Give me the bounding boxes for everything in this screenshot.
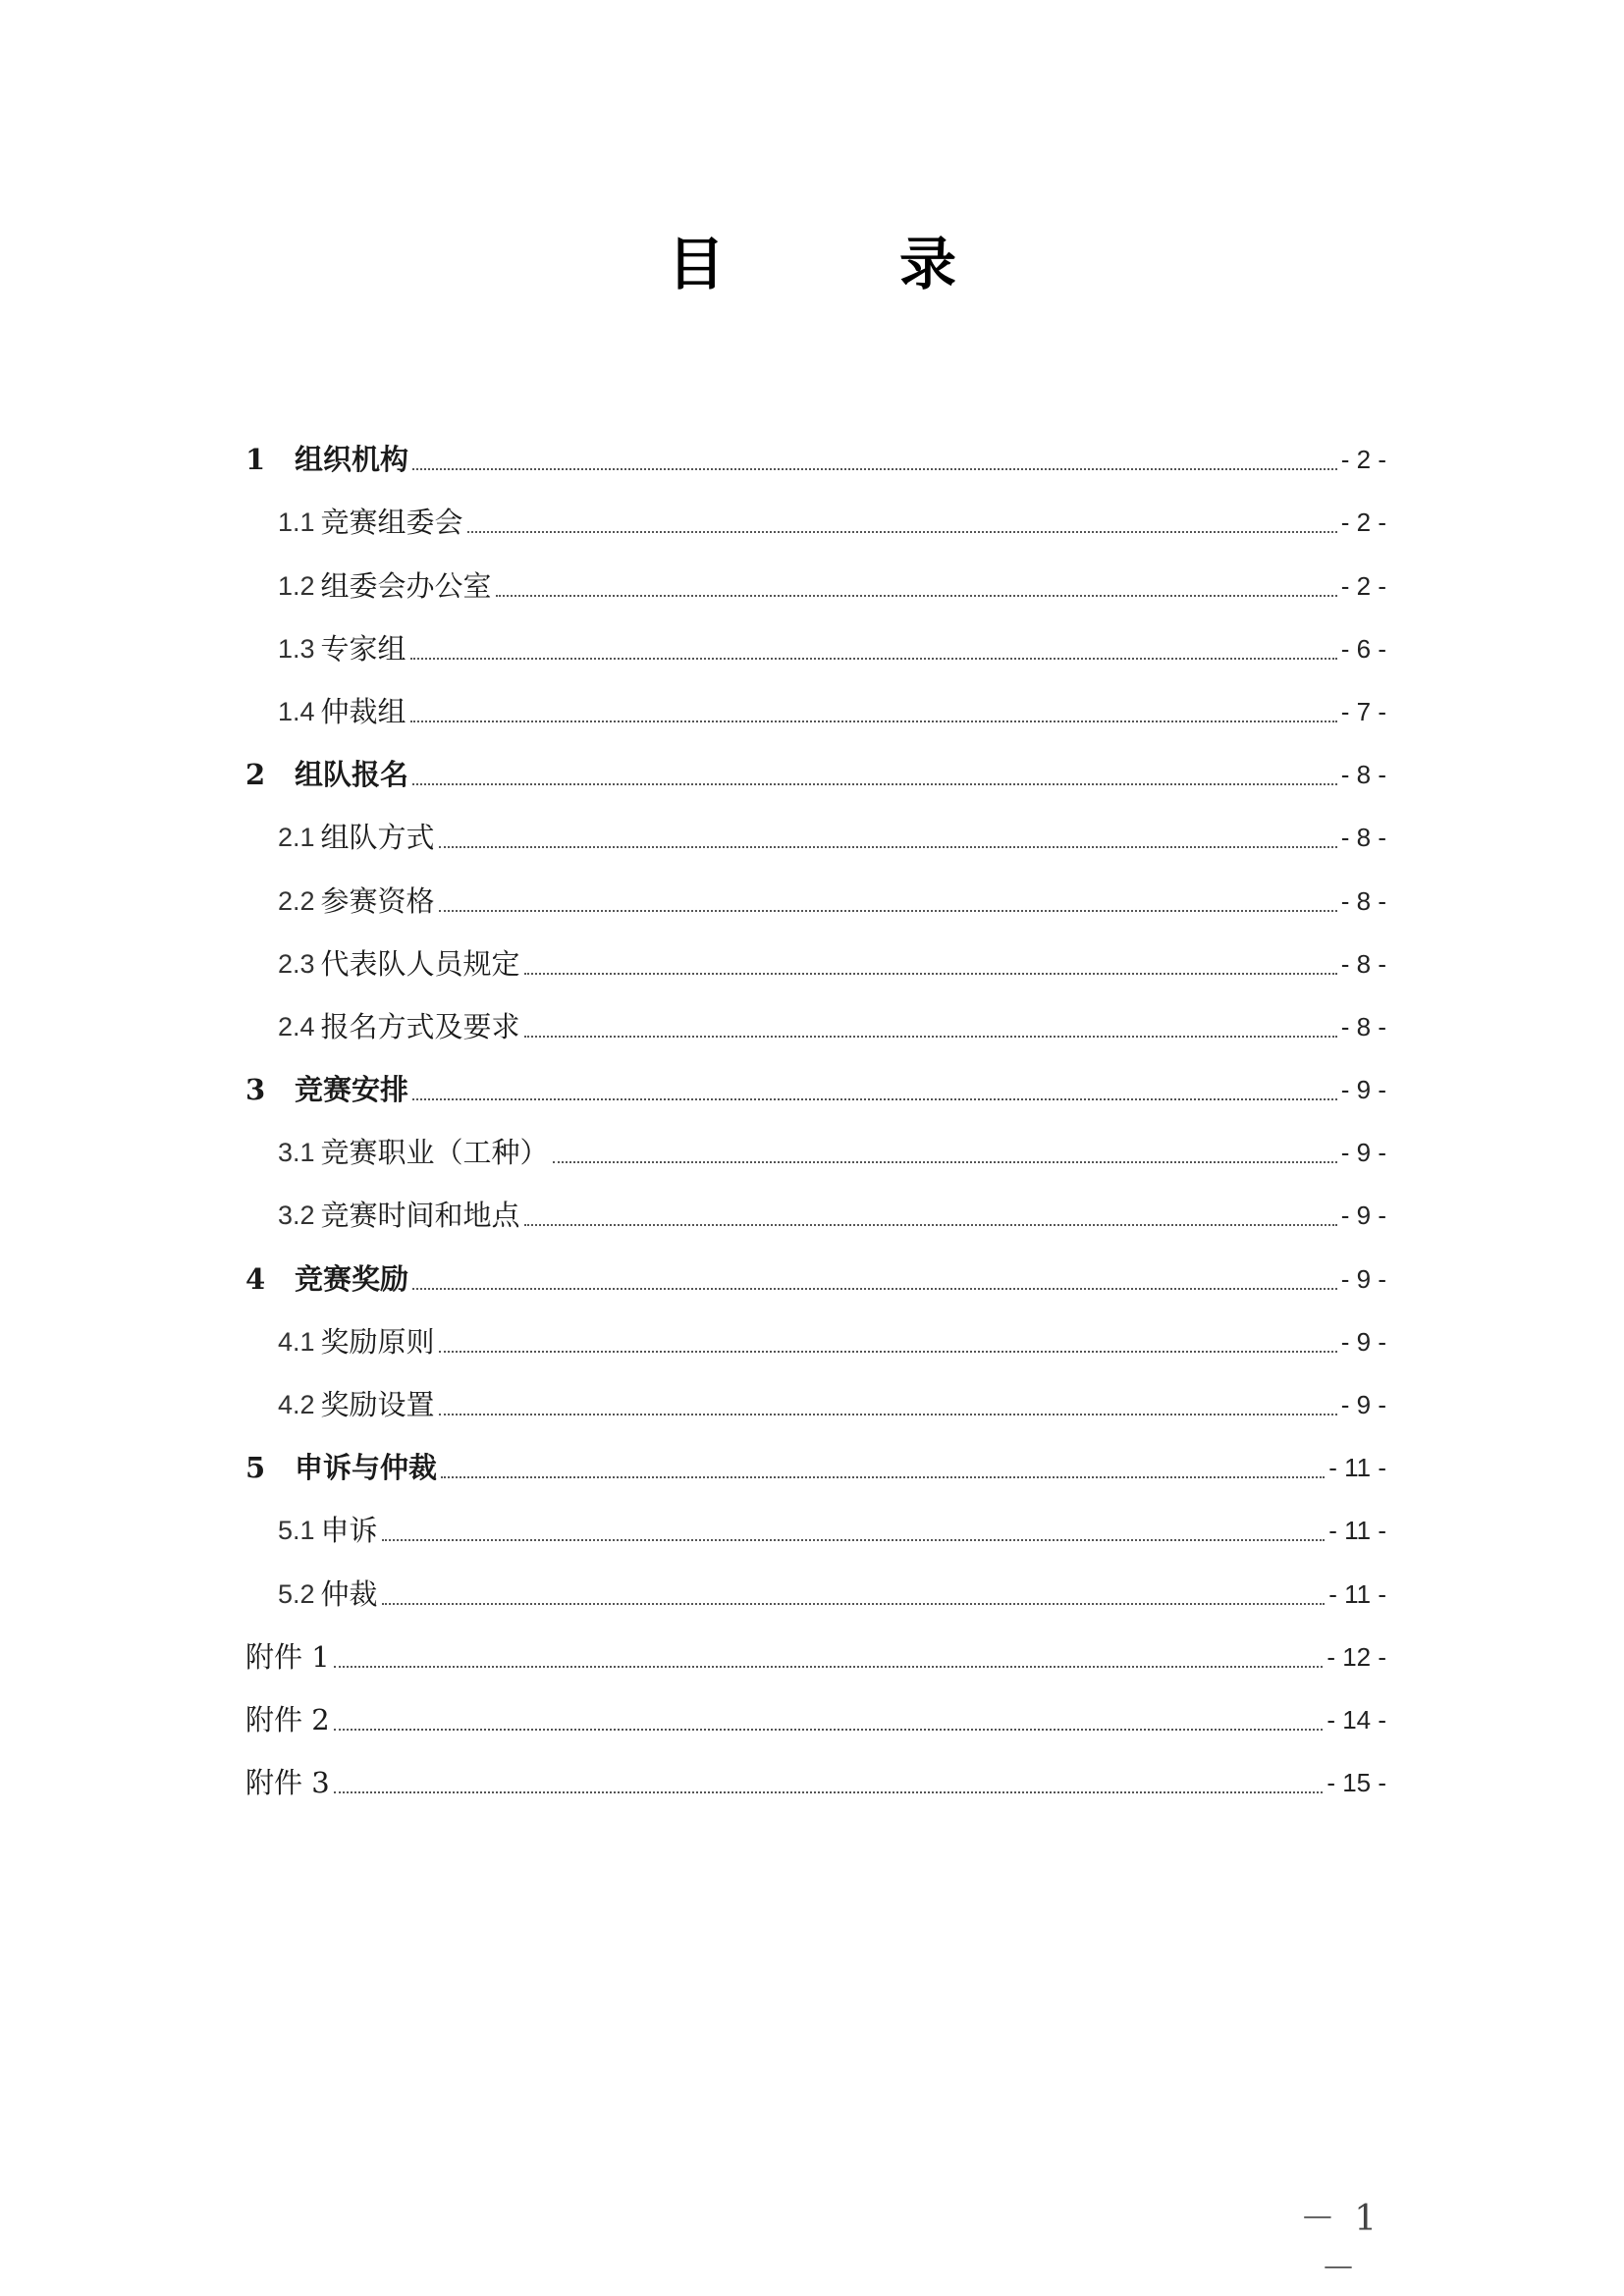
toc-entry-page: - 12 - (1326, 1641, 1386, 1672)
table-of-contents (245, 416, 1386, 1802)
toc-entry[interactable] (245, 1424, 1386, 1487)
toc-entry-number: 5.1 (278, 1516, 315, 1546)
toc-entry-title: 附件 3 (245, 1766, 330, 1800)
dot-leader (410, 657, 1337, 660)
toc-entry-page: - 11 - (1328, 1578, 1386, 1609)
toc-entry[interactable] (245, 479, 1386, 542)
dot-leader (467, 530, 1337, 533)
toc-entry[interactable] (245, 1362, 1386, 1424)
dot-leader (439, 1413, 1337, 1415)
toc-entry[interactable] (245, 1739, 1386, 1802)
dot-leader (439, 1350, 1337, 1353)
toc-entry-title: 仲裁 (320, 1576, 378, 1611)
toc-entry[interactable] (245, 731, 1386, 794)
toc-entry-number: 1.1 (278, 507, 315, 538)
toc-entry-title: 仲裁组 (320, 694, 406, 728)
toc-entry-page: - 8 - (1340, 948, 1386, 979)
toc-entry-number: 3 (245, 1073, 266, 1107)
toc-entry-title: 竞赛职业（工种） (320, 1136, 549, 1170)
page-number: － 1 － (1299, 2199, 1381, 2289)
toc-entry[interactable] (245, 857, 1386, 920)
toc-entry-number: 4 (245, 1261, 266, 1296)
toc-entry[interactable] (245, 1046, 1386, 1109)
toc-entry-number: 2.3 (278, 948, 315, 979)
toc-entry-title: 报名方式及要求 (320, 1009, 520, 1043)
toc-entry-title: 竞赛时间和地点 (320, 1199, 520, 1233)
toc-entry-page: - 9 - (1340, 1138, 1386, 1168)
toc-entry-page: - 11 - (1328, 1516, 1386, 1546)
toc-entry-number: 4.2 (278, 1390, 315, 1419)
toc-title: 目 录 (667, 231, 1015, 297)
dot-leader (334, 1728, 1324, 1731)
toc-entry-number: 3.1 (278, 1138, 315, 1168)
toc-entry-number: 1.4 (278, 696, 315, 726)
dot-leader (553, 1160, 1337, 1163)
dot-leader (412, 782, 1337, 785)
dot-leader (412, 1097, 1337, 1100)
toc-entry-title: 竞赛奖励 (295, 1261, 409, 1296)
dot-leader (496, 594, 1337, 597)
toc-entry-page: - 8 - (1340, 1011, 1386, 1041)
toc-entry-page: - 9 - (1340, 1326, 1386, 1357)
toc-entry[interactable] (245, 794, 1386, 857)
toc-entry-page: - 7 - (1340, 696, 1386, 726)
toc-entry-number: 5 (245, 1451, 266, 1485)
dot-leader (334, 1665, 1324, 1668)
toc-entry-page: - 8 - (1340, 760, 1386, 790)
toc-entry-title: 代表队人员规定 (320, 946, 520, 981)
toc-entry-page: - 2 - (1340, 570, 1386, 601)
toc-entry-title: 申诉 (320, 1514, 378, 1548)
toc-entry[interactable] (245, 606, 1386, 668)
toc-entry-page: - 2 - (1340, 445, 1386, 475)
toc-entry[interactable] (245, 668, 1386, 731)
toc-entry-title: 奖励设置 (320, 1388, 435, 1421)
toc-entry-number: 4.1 (278, 1326, 315, 1357)
toc-entry[interactable] (245, 1550, 1386, 1613)
toc-entry-title: 奖励原则 (320, 1324, 435, 1359)
dot-leader (412, 467, 1337, 470)
toc-entry[interactable] (245, 984, 1386, 1046)
toc-entry-page: - 15 - (1326, 1768, 1386, 1798)
toc-entry[interactable] (245, 542, 1386, 605)
toc-entry-number: 2.1 (278, 823, 315, 853)
toc-entry-page: - 9 - (1340, 1201, 1386, 1231)
toc-entry[interactable] (245, 1109, 1386, 1172)
toc-entry-number: 1.3 (278, 633, 315, 664)
toc-entry-number: 2 (245, 758, 266, 792)
toc-entry[interactable] (245, 1235, 1386, 1298)
toc-entry-title: 参赛资格 (320, 883, 435, 918)
dot-leader (412, 1287, 1337, 1290)
toc-entry-title: 竞赛安排 (295, 1073, 409, 1107)
toc-entry-number: 2.4 (278, 1011, 315, 1041)
toc-entry[interactable] (245, 1614, 1386, 1677)
dot-leader (524, 1223, 1337, 1226)
toc-entry[interactable] (245, 1487, 1386, 1550)
dot-leader (439, 909, 1337, 912)
toc-entry-title: 申诉与仲裁 (295, 1451, 438, 1485)
toc-entry-title: 组委会办公室 (320, 568, 492, 603)
toc-entry[interactable] (245, 1677, 1386, 1739)
dot-leader (382, 1538, 1326, 1541)
dot-leader (334, 1790, 1324, 1793)
toc-entry-title: 组织机构 (295, 443, 409, 477)
toc-entry-number: 5.2 (278, 1578, 315, 1609)
toc-entry-page: - 14 - (1326, 1704, 1386, 1735)
toc-entry[interactable] (245, 416, 1386, 479)
toc-entry-page: - 9 - (1340, 1075, 1386, 1105)
dot-leader (524, 1035, 1337, 1038)
toc-entry-title: 竞赛组委会 (320, 506, 463, 540)
dot-leader (382, 1602, 1326, 1605)
toc-entry-page: - 8 - (1340, 885, 1386, 916)
dot-leader (441, 1475, 1325, 1478)
toc-entry-number: 2.2 (278, 885, 315, 916)
toc-entry-page: - 6 - (1340, 633, 1386, 664)
toc-entry-number: 3.2 (278, 1201, 315, 1231)
toc-entry-page: - 2 - (1340, 507, 1386, 538)
toc-entry[interactable] (245, 921, 1386, 984)
toc-entry-page: - 8 - (1340, 823, 1386, 853)
toc-entry-title: 专家组 (320, 631, 406, 666)
toc-entry-title: 附件 1 (245, 1639, 330, 1674)
toc-entry[interactable] (245, 1172, 1386, 1235)
toc-entry[interactable] (245, 1299, 1386, 1362)
toc-entry-page: - 9 - (1340, 1263, 1386, 1294)
dot-leader (439, 845, 1337, 848)
toc-entry-title: 组队方式 (320, 821, 435, 855)
toc-entry-number: 1 (245, 443, 266, 477)
toc-entry-title: 附件 2 (245, 1702, 330, 1736)
dot-leader (410, 720, 1337, 722)
toc-entry-page: - 11 - (1328, 1453, 1386, 1483)
toc-entry-page: - 9 - (1340, 1390, 1386, 1419)
toc-entry-title: 组队报名 (295, 758, 409, 792)
dot-leader (524, 972, 1337, 975)
toc-entry-number: 1.2 (278, 570, 315, 601)
